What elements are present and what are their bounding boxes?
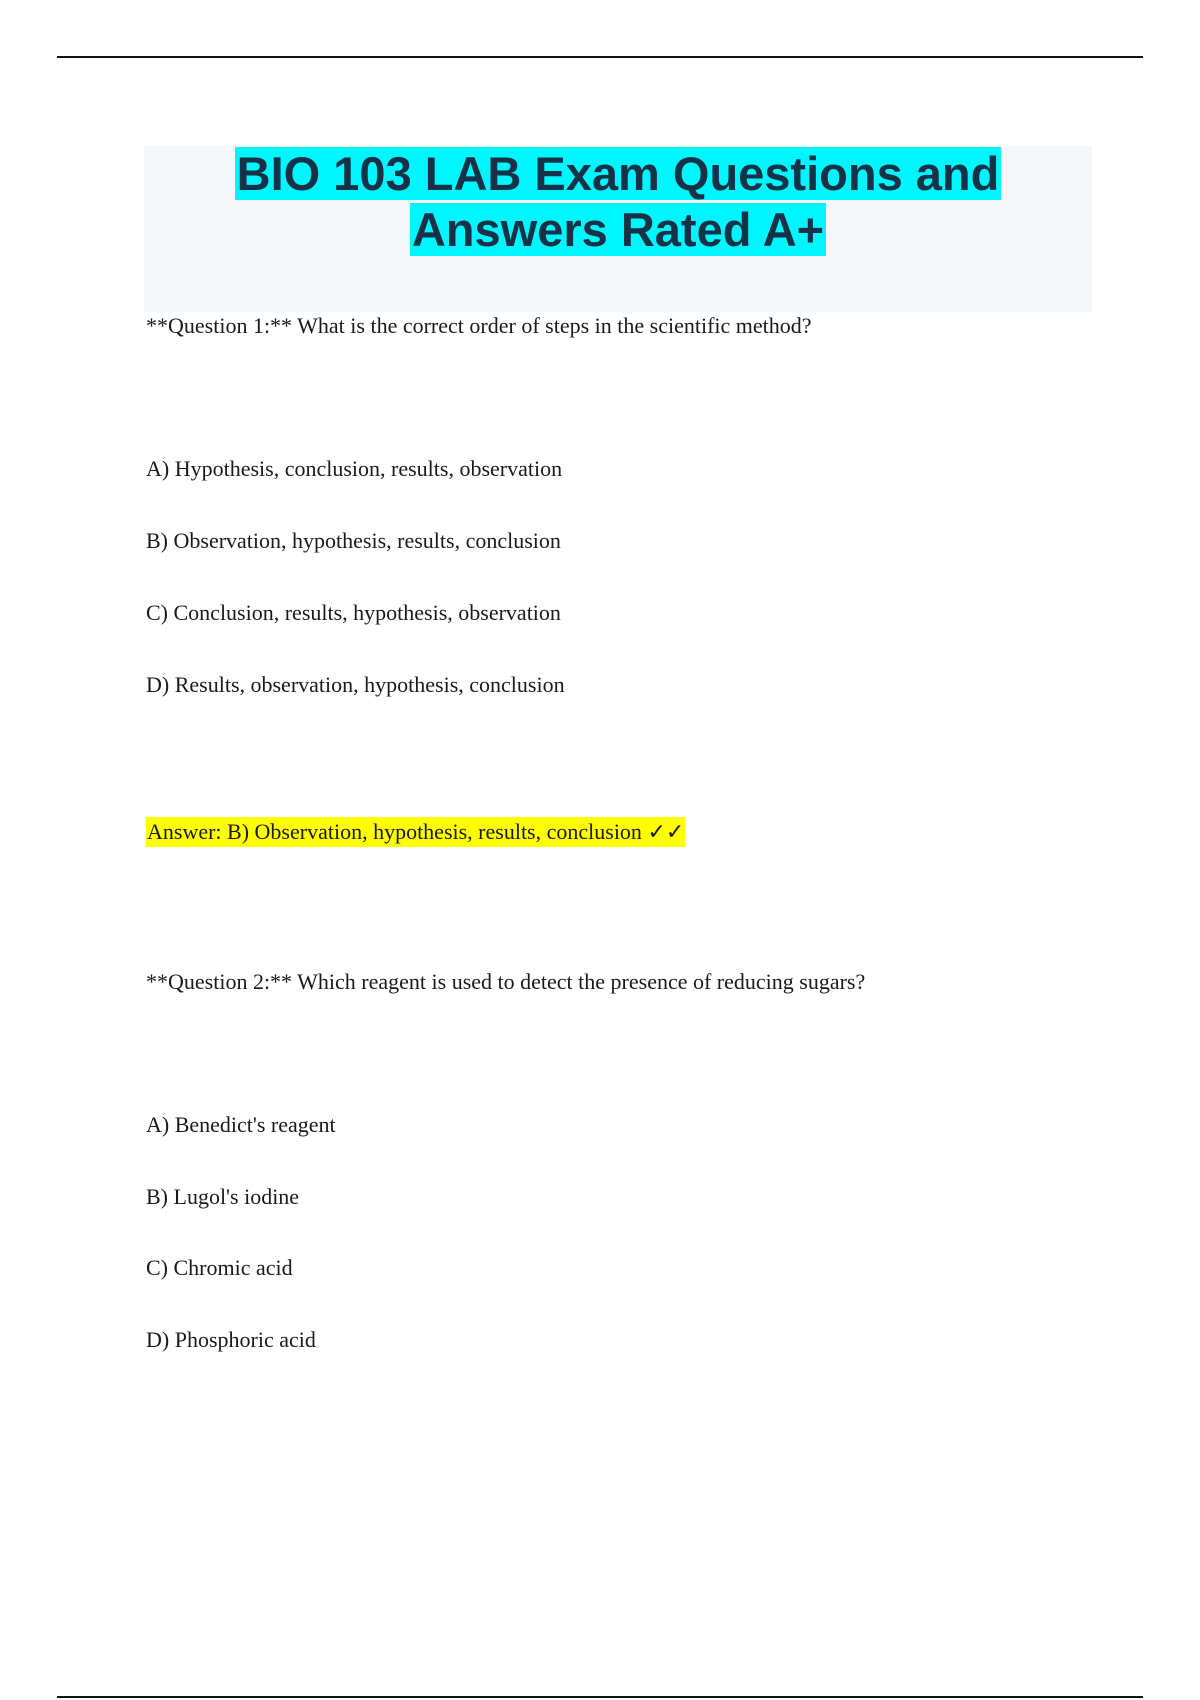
question-2-text: **Question 2:** Which reagent is used to detect the presence of reducing sugars?: [146, 969, 866, 994]
document-title-text: BIO 103 LAB Exam Questions and Answers Rated A+: [236, 147, 1000, 256]
question-2-option-d: D) Phosphoric acid: [146, 1327, 316, 1352]
document-title: [144, 146, 1092, 258]
question-2-option-b: B) Lugol's iodine: [146, 1184, 300, 1209]
question-1-option-d: D) Results, observation, hypothesis, conclusion: [146, 672, 565, 697]
question-2-option-a: A) Benedict's reagent: [146, 1112, 336, 1137]
question-1-answer: [146, 818, 685, 847]
title-box: [144, 146, 1092, 312]
double-check-icon: ✓✓: [647, 820, 685, 845]
question-1-option-b: B) Observation, hypothesis, results, conclusion: [146, 528, 561, 553]
footer-rule: [57, 1696, 1143, 1698]
answer-highlight: [146, 817, 685, 847]
question-1-option-a: A) Hypothesis, conclusion, results, observation: [146, 456, 563, 481]
question-2-option-c: C) Chromic acid: [146, 1255, 293, 1280]
header-rule: [57, 56, 1143, 58]
question-1-text: **Question 1:** What is the correct order of steps in the scientific method?: [146, 313, 812, 338]
question-1-answer-text: Answer: B) Observation, hypothesis, results, conclusion: [147, 819, 642, 844]
question-1-option-c: C) Conclusion, results, hypothesis, observation: [146, 600, 561, 625]
